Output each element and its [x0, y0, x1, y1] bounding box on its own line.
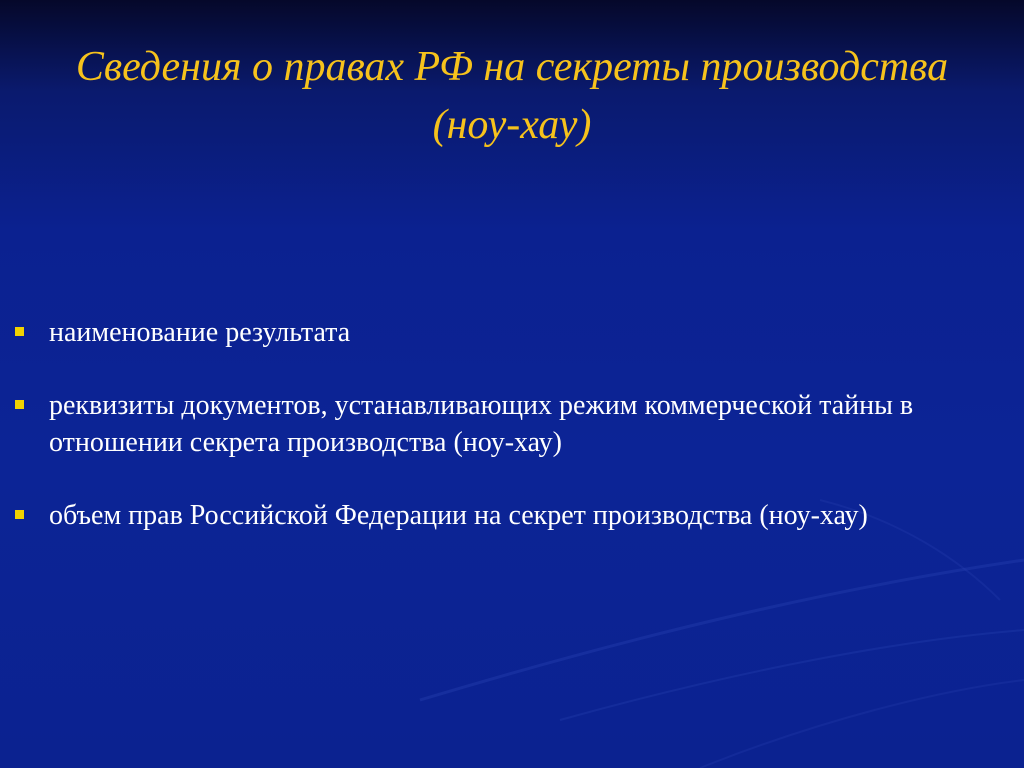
bullet-list	[12, 314, 972, 570]
square-bullet-icon	[15, 510, 24, 519]
square-bullet-icon	[15, 327, 24, 336]
bullet-text: наименование результата	[49, 317, 351, 348]
bullet-text: реквизиты документов, устанавливающих режим коммерческой тайны в отношении секрета производства (ноу-хау)	[49, 390, 914, 458]
bullet-item-rights-scope	[12, 497, 972, 534]
bullet-text: объем прав Российской Федерации на секрет производства (ноу-хау)	[49, 500, 868, 531]
slide-title-line-2: (ноу-хау)	[432, 102, 592, 148]
slide-title-line-1: Сведения о правах РФ на секреты производства	[75, 44, 949, 90]
square-bullet-icon	[15, 400, 24, 409]
slide-title	[40, 38, 984, 154]
bullet-item-document-requisites	[12, 387, 972, 461]
bullet-item-result-name	[12, 314, 972, 351]
